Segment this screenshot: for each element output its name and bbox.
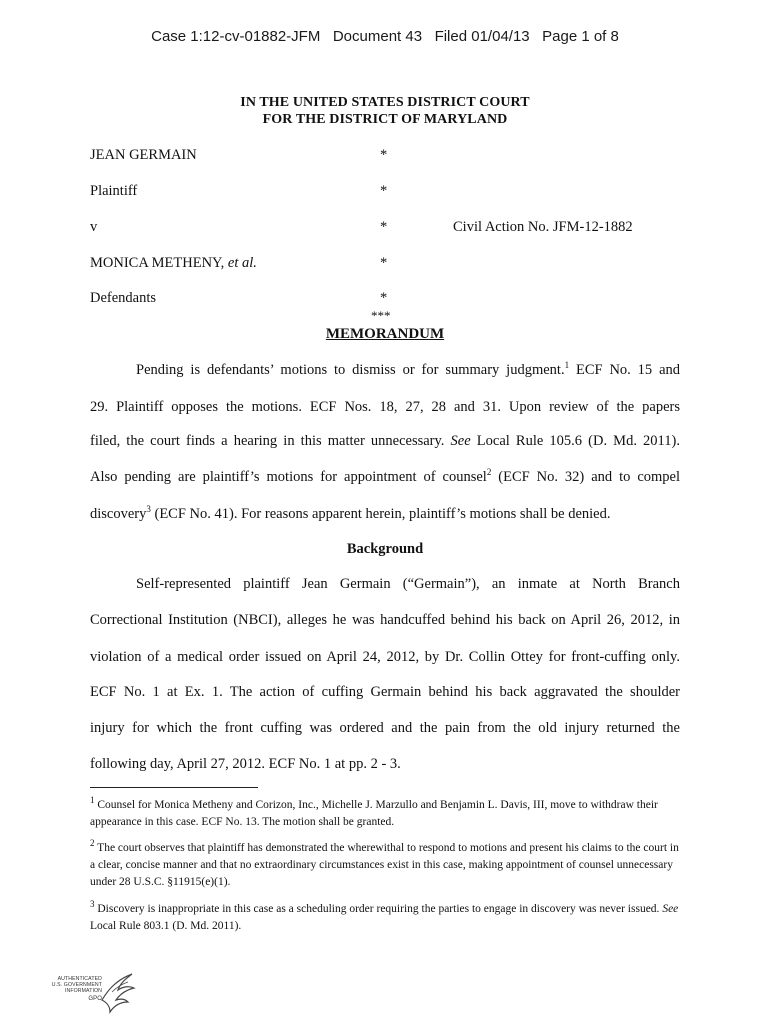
civil-action-number: Civil Action No. JFM-12-1882 (453, 219, 633, 235)
plaintiff-role: Plaintiff (90, 183, 138, 199)
footnote-ref-1: 1 (564, 360, 570, 371)
caption-star: * (380, 147, 388, 163)
caption-separator: *** (371, 308, 391, 323)
body-line: Self-represented plaintiff Jean Germain (“Germain”), an inmate at North Branch (136, 576, 680, 592)
caption-row-defendant (0, 255, 770, 275)
defendant-role: Defendants (90, 290, 157, 306)
body-line: violation of a medical order issued on April 24, 2012, by Dr. Collin Ottey for front-cuffing only. (90, 649, 680, 665)
caption-star: * (380, 219, 388, 235)
footnote-divider (90, 787, 258, 788)
gpo-authentication-seal (40, 970, 140, 1016)
caption-row-versus (0, 219, 770, 239)
caption-star: * (380, 290, 388, 306)
versus: v (90, 219, 98, 235)
caption-star: * (380, 255, 388, 271)
body-line: filed, the court finds a hearing in this matter unnecessary. See Local Rule 105.6 (D. Md. 2011). (90, 433, 680, 449)
body-line: injury for which the front cuffing was ordered and the pain from the old injury returned the (90, 720, 680, 736)
body-line: following day, April 27, 2012. ECF No. 1 at pp. 2 - 3. (90, 756, 401, 772)
caption-row-defendant-role (0, 290, 770, 310)
body-line: Also pending are plaintiff’s motions for appointment of counsel$^2$ (ECF No. 32) and to compel (90, 467, 680, 485)
caption-row-plaintiff-role (0, 183, 770, 203)
body-line: discovery$^3$ (ECF No. 41). For reasons apparent herein, plaintiff’s motions shall be denied. (90, 504, 611, 522)
gpo-seal-text: AUTHENTICATED U.S. GOVERNMENT INFORMATION GPO (51, 976, 102, 1002)
footnote-ref-3: 3 (146, 504, 151, 515)
footnote-3: $^3$ Discovery is inappropriate in this case as a scheduling order requiring the parties to engage in discovery was never issued. See Local Rule 803.1 (D. Md. 2011). (90, 899, 679, 932)
filing-stamp: Case 1:12-cv-01882-JFM Document 43 Filed 01/04/13 Page 1 of 8 (151, 28, 619, 45)
memorandum-title: MEMORANDUM (325, 326, 445, 342)
body-line: 29. Plaintiff opposes the motions. ECF Nos. 18, 27, 28 and 31. Upon review of the papers (90, 399, 680, 415)
footnote-1: $^1$ Counsel for Monica Metheny and Corizon, Inc., Michelle J. Marzullo and Benjamin L. Davis, III, move to withdraw their appearance in this case. ECF No. 13. The motion shall be granted. (90, 795, 658, 828)
section-heading-background: Background (346, 541, 424, 557)
court-name-line-2: FOR THE DISTRICT OF MARYLAND (262, 112, 508, 127)
body-line: Correctional Institution (NBCI), alleges he was handcuffed behind his back on April 26, 2012, in (90, 612, 680, 628)
caption-row-plaintiff (0, 147, 770, 167)
eagle-icon (98, 970, 138, 1016)
footnote-ref-2: 2 (486, 467, 492, 478)
court-name-line-1: IN THE UNITED STATES DISTRICT COURT (240, 95, 530, 110)
defendant-name: MONICA METHENY, et al. (90, 255, 257, 271)
caption-star: * (380, 183, 388, 199)
plaintiff-name: JEAN GERMAIN (90, 147, 197, 163)
body-line: ECF No. 1 at Ex. 1. The action of cuffing Germain behind his back aggravated the shoulder (90, 684, 680, 700)
footnote-2: $^2$ The court observes that plaintiff has demonstrated the wherewithal to respond to motions and present his claims to the court in a clear, concise manner and that no extraordinary circumstances exist in this case, making appointment of counsel unnecessary under 28 U.S.C. §11915(e)(1). (90, 838, 679, 888)
body-line: Pending is defendants’ motions to dismiss or for summary judgment.$^1$ ECF No. 15 and (136, 360, 681, 378)
